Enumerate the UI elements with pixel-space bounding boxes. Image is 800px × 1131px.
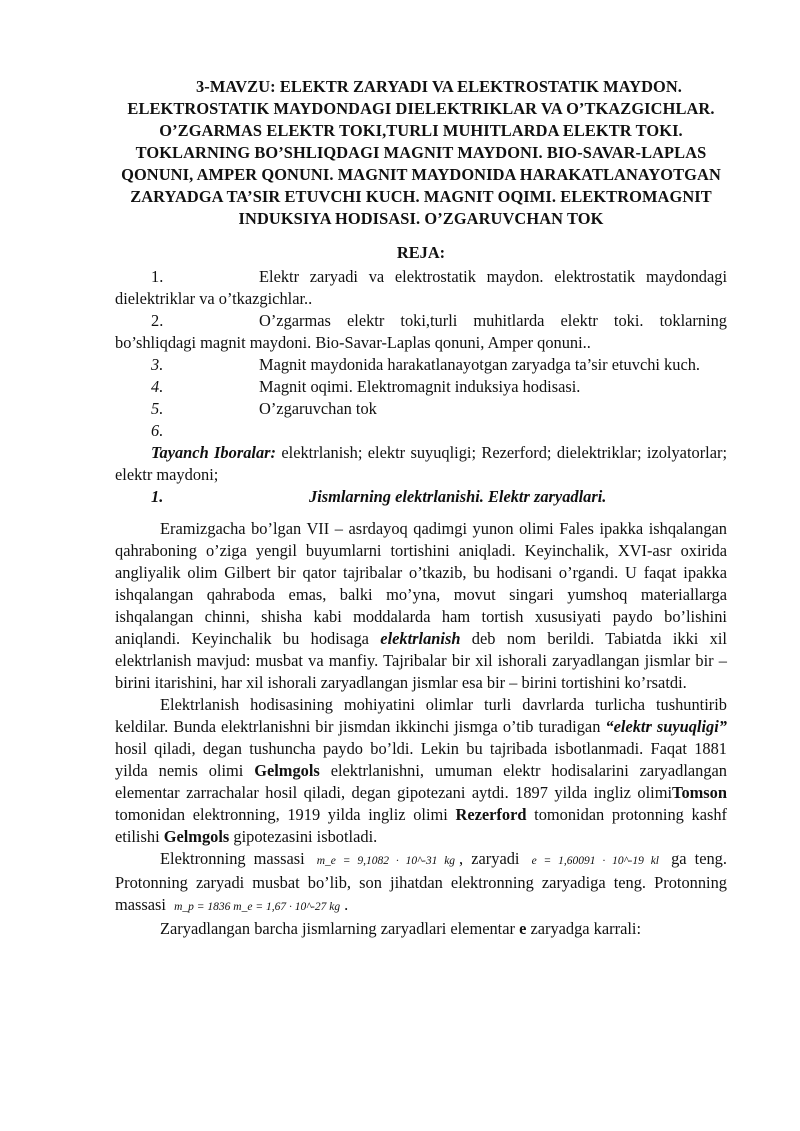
scientist-name: Gelmgols bbox=[254, 761, 320, 780]
plan-heading: REJA: bbox=[396, 243, 446, 262]
paragraph-3 bbox=[115, 848, 727, 918]
plan-item-number: 1. bbox=[151, 267, 164, 286]
plan-item-3 bbox=[115, 354, 727, 376]
plan-item-1 bbox=[115, 266, 727, 310]
text-run: tomonidan elektronning, 1919 yilda ingliz olimi bbox=[115, 805, 456, 824]
text-run: , zaryadi bbox=[459, 849, 528, 868]
plan-item-2 bbox=[115, 310, 727, 354]
text-run: Zaryadlangan barcha jismlarning zaryadlari elementar bbox=[160, 919, 520, 938]
text-run: zaryadga karrali: bbox=[526, 919, 642, 938]
paragraph-4 bbox=[115, 918, 727, 940]
emphasis-term: “elektr suyuqligi” bbox=[605, 717, 727, 736]
text-run: Eramizgacha bo’lgan VII – asrdayoq qadimgi yunon olimi Fales ipakka ishqalangan qahraboning o’ziga yengil buyumlarni tortishini aniqladi. Keyinchalik, XVI-asr oxirida angliyalik olim Gilbert bir qator tajribalar o’tkazib, bu hodisani o’rgandi. U faqat ipakka ishqalangan qahraboda emas, balki mo’yna, movut singari yumshoq materiallarga ishqalangan chinni, shisha kabi moddalarda ham tortish xususiyati paydo bo’lishini aniqlandi. Keyinchalik bu hodisaga bbox=[115, 519, 727, 648]
plan-item-text: Magnit oqimi. Elektromagnit induksiya hodisasi. bbox=[259, 377, 581, 396]
document-page bbox=[115, 76, 727, 940]
plan-item-text: O’zgarmas elektr toki,turli muhitlarda elektr toki. toklarning bo’shliqdagi magnit maydoni. Bio-Savar-Laplas qonuni, Amper qonuni.. bbox=[115, 311, 727, 352]
scientist-name: Rezerford bbox=[455, 805, 527, 824]
scientist-name: Gelmgols bbox=[163, 827, 230, 846]
paragraph-2 bbox=[115, 694, 727, 848]
electron-mass-formula: m_e = 9,1082 · 10^-31 kg bbox=[316, 855, 456, 867]
plan-item-text: Magnit maydonida harakatlanayotgan zaryadga ta’sir etuvchi kuch. bbox=[259, 355, 701, 374]
text-run: . bbox=[344, 895, 349, 914]
emphasis-term: elektrlanish bbox=[380, 629, 461, 648]
text-run: Elektrlanish hodisasining mohiyatini olimlar turli davrlarda turlicha tushuntirib keldilar. Bunda elektrlanishni bir jismdan ikkinchi jismga o’tib turadigan bbox=[115, 695, 727, 736]
electron-charge-formula: e = 1,60091 · 10^-19 kl bbox=[531, 855, 659, 867]
text-run: tomonidan protonning kashf etilishi bbox=[115, 805, 728, 846]
scientist-name: Tomson bbox=[672, 783, 727, 802]
plan-item-text: O’zgaruvchan tok bbox=[259, 399, 377, 418]
proton-mass-formula: m_p = 1836 m_e = 1,67 · 10^-27 kg bbox=[174, 901, 341, 913]
plan-item-number: 5. bbox=[151, 399, 164, 418]
plan-item-text: Elektr zaryadi va elektrostatik maydon. elektrostatik maydondagi dielektriklar va o’tkazgichlar.. bbox=[115, 267, 727, 308]
text-run: ga teng. Protonning zaryadi musbat bo’lib, son jihatdan elektronning zaryadiga teng. Protonning massasi bbox=[115, 849, 727, 914]
key-terms-label: Tayanch Iboralar: bbox=[151, 443, 276, 462]
plan-item-number: 6. bbox=[151, 421, 164, 440]
text-run: hosil qiladi, degan tushuncha paydo bo’ldi. Lekin bu tajribada isbotlanmadi. Faqat 1881 yilda nemis olimi bbox=[115, 739, 727, 780]
plan-item-number: 4. bbox=[151, 377, 164, 396]
text-run: deb nom berildi. Tabiatda ikki xil elektrlanish mavjud: musbat va manfiy. Tajribalar bir xil ishorali zaryadlangan jismlar bir – birini itarishini, har xil ishorali zaryadlangan jismlar esa bir – birini tortishini ko’rsatdi. bbox=[115, 629, 727, 692]
section-heading bbox=[115, 486, 727, 508]
text-run: Elektronning massasi bbox=[160, 849, 313, 868]
plan-item-number: 2. bbox=[151, 311, 164, 330]
text-run: gipotezasini isbotladi. bbox=[229, 827, 378, 846]
plan-item-4 bbox=[115, 376, 727, 398]
elementary-charge-symbol: e bbox=[519, 919, 527, 938]
document-title: 3-MAVZU: ELEKTR ZARYADI VA ELEKTROSTATIK MAYDON. ELEKTROSTATIK MAYDONDAGI DIELEKTRIKLAR VA O’TKAZGICHLAR. O’ZGARMAS ELEKTR TOKI,TURLI MUHITLARDA ELEKTR TOKI. TOKLARNING BO’SHLIQDAGI MAGNIT MAYDONI. BIO-SAVAR-LAPLAS QONUNI, AMPER QONUNI. MAGNIT MAYDONIDA HARAKATLANAYOTGAN ZARYADGA TA’SIR ETUVCHI KUCH. MAGNIT OQIMI. ELEKTROMAGNIT INDUKSIYA HODISASI. O’ZGARUVCHAN TOK bbox=[121, 77, 721, 228]
plan-item-6 bbox=[115, 420, 727, 442]
section-number: 1. bbox=[151, 487, 164, 506]
plan-item-5 bbox=[115, 398, 727, 420]
section-title: Jismlarning elektrlanishi. Elektr zaryadlari. bbox=[309, 487, 607, 506]
paragraph-1 bbox=[115, 518, 727, 694]
text-run: elektrlanishni, umuman elektr hodisalarini zaryadlangan elementar zarrachalar hosil qiladi, degan gipotezani aytdi. 1897 yilda ingliz olimi bbox=[115, 761, 728, 802]
key-terms bbox=[115, 442, 727, 486]
key-terms-text: elektrlanish; elektr suyuqligi; Rezerford; dielektriklar; izolyatorlar; elektr maydoni; bbox=[115, 443, 727, 484]
plan-item-number: 3. bbox=[151, 355, 164, 374]
